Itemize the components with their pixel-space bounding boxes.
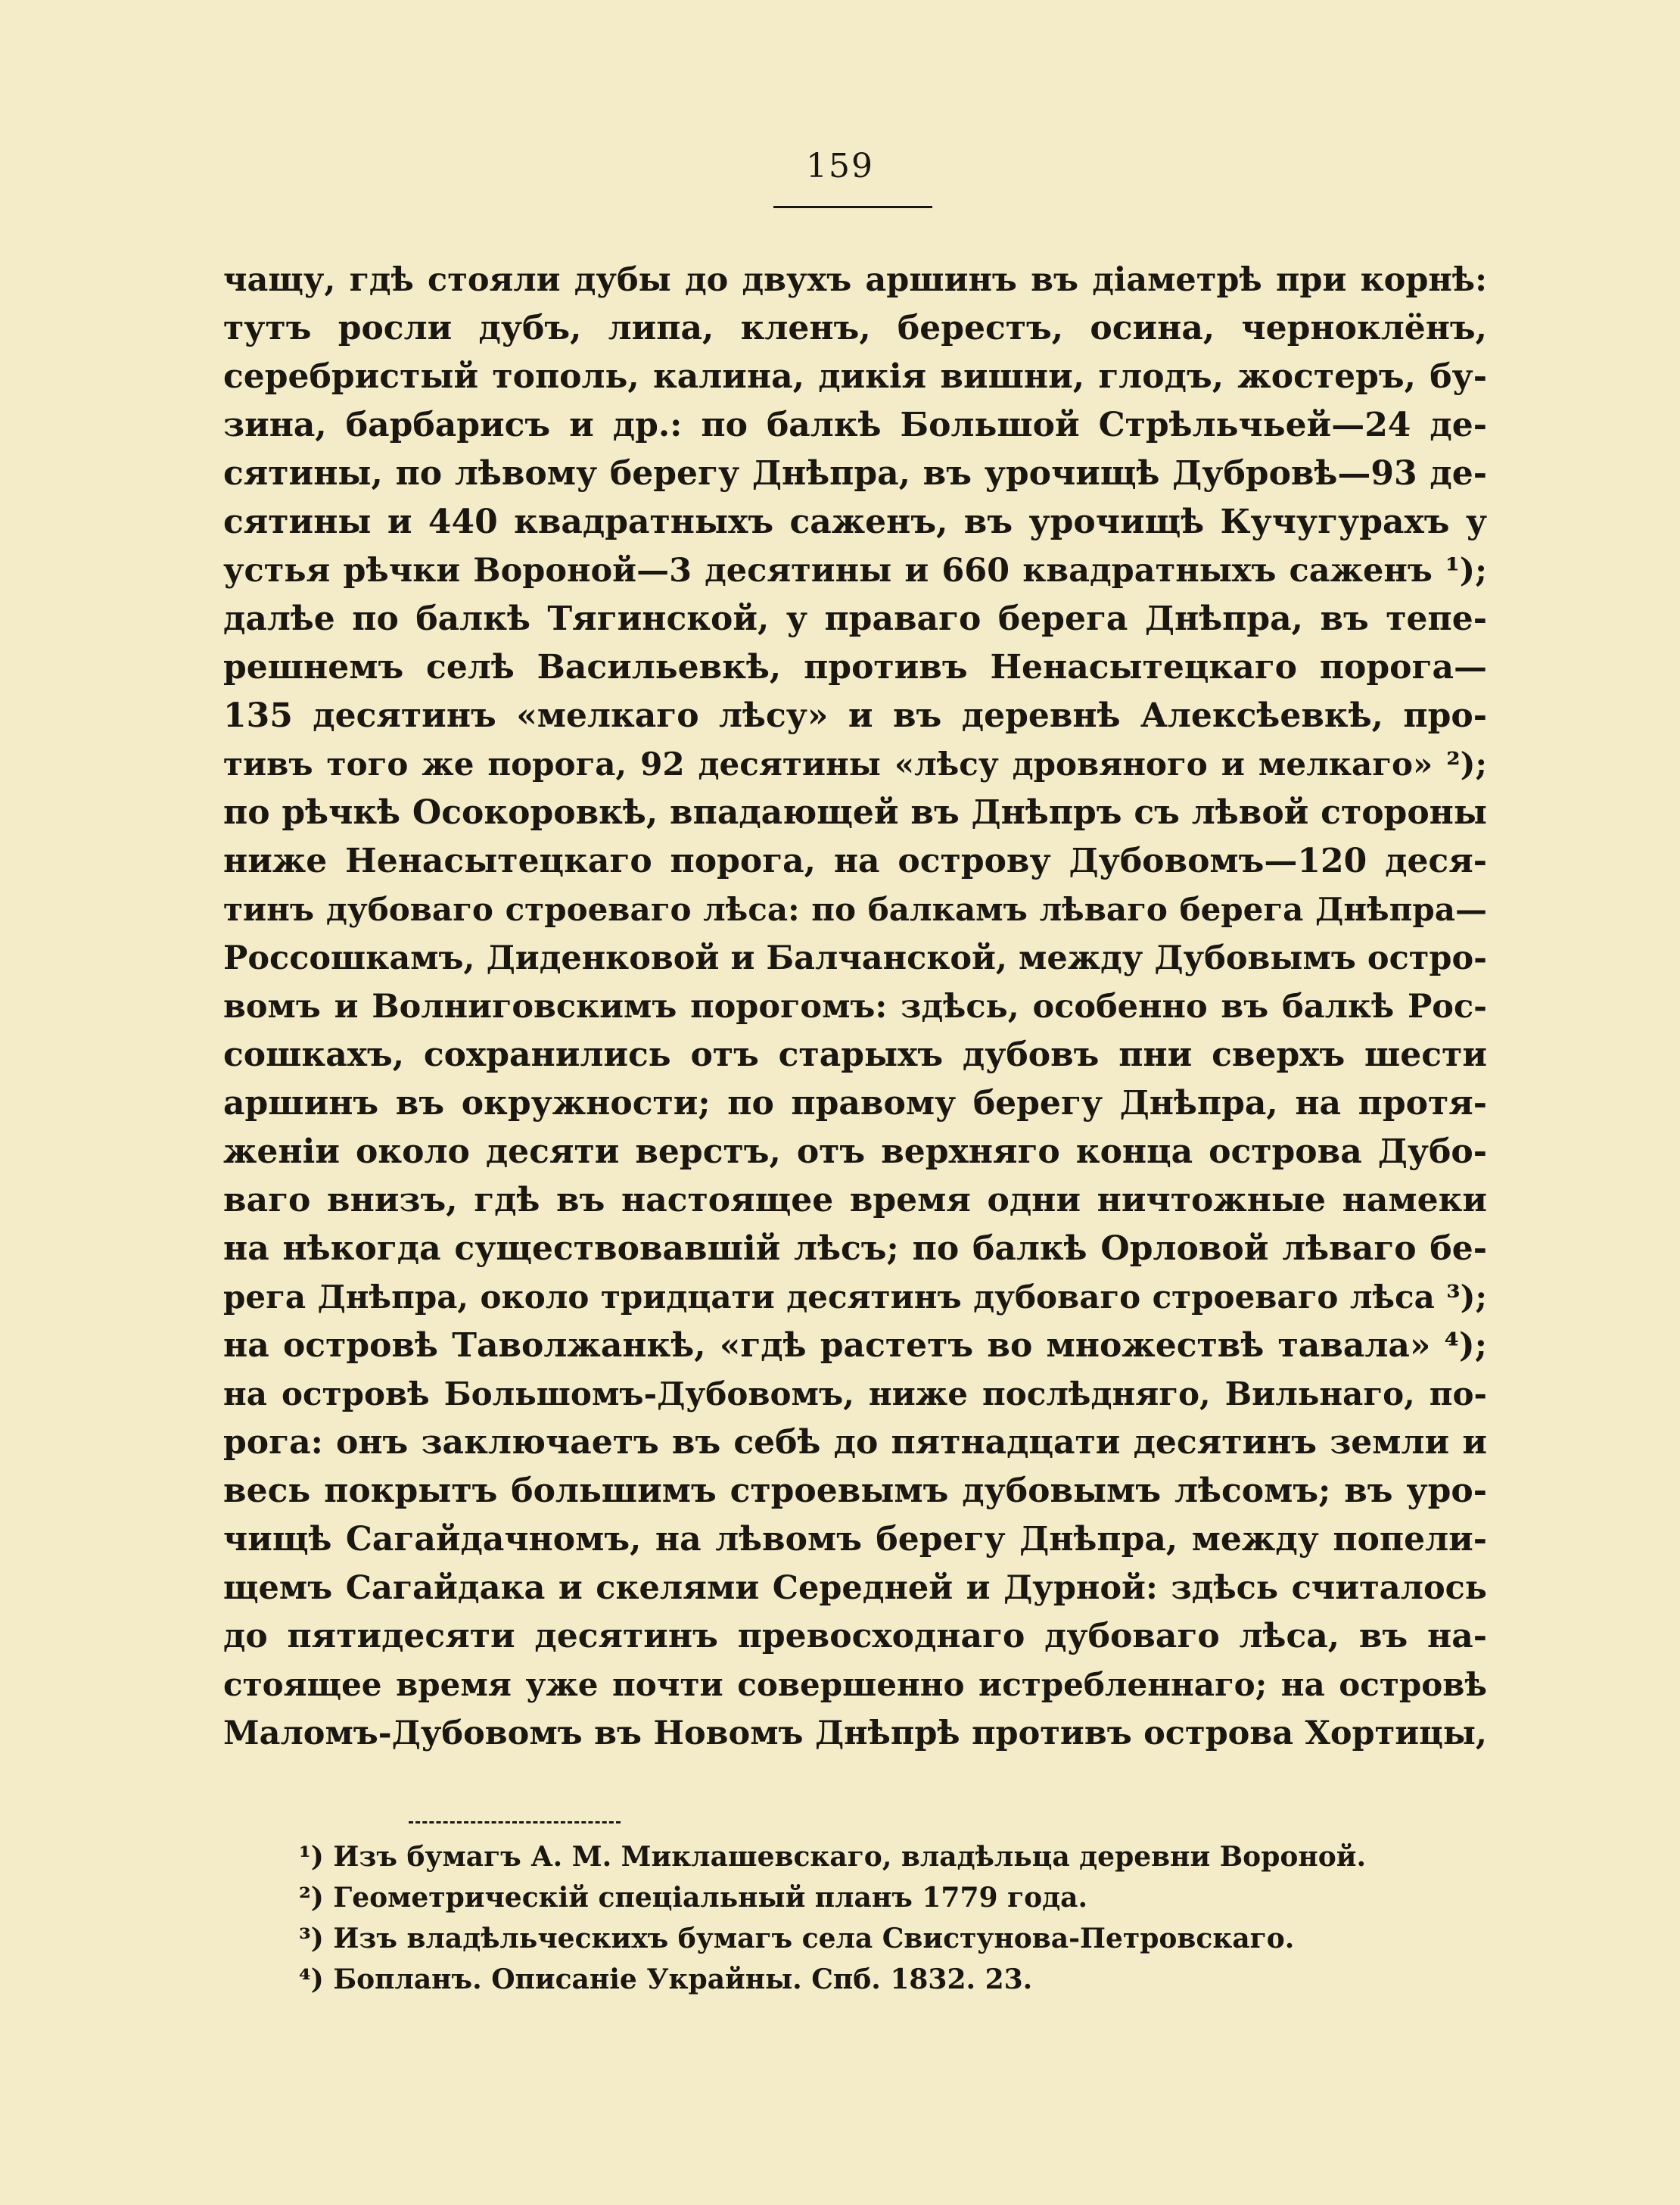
text-line: женіи около десяти верстъ, отъ верхняго конца острова Дубо-: [223, 1132, 1487, 1171]
page-number-underline: [773, 206, 932, 208]
text-line: стоящее время уже почти совершенно истребленнаго; на островѣ: [223, 1666, 1487, 1703]
footnote-separator: [409, 1821, 621, 1823]
text-line: чащу, гдѣ стояли дубы до двухъ аршинъ въ діаметрѣ при корнѣ:: [223, 261, 1487, 299]
text-line: Маломъ-Дубовомъ въ Новомъ Днѣпрѣ противъ острова Хортицы,: [223, 1714, 1487, 1752]
text-line: рога: онъ заключаетъ въ себѣ до пятнадцати десятинъ земли и: [223, 1423, 1487, 1462]
footnote: ²) Геометрическій спеціальный планъ 1779 года.: [299, 1882, 1088, 1914]
text-line: чищѣ Сагайдачномъ, на лѣвомъ берегу Днѣпра, между попели-: [223, 1520, 1487, 1559]
text-line: тутъ росли дубъ, липа, кленъ, берестъ, осина, черноклёнъ,: [223, 309, 1487, 347]
text-line: рега Днѣпра, около тридцати десятинъ дубоваго строеваго лѣса ³);: [223, 1278, 1487, 1316]
text-line: зина, барбарисъ и др.: по балкѣ Большой Стрѣльчьей—24 де-: [223, 406, 1487, 444]
text-line: аршинъ въ окружности; по правому берегу Днѣпра, на протя-: [223, 1084, 1487, 1123]
text-line: тинъ дубоваго строеваго лѣса: по балкамъ лѣваго берега Днѣпра—: [223, 891, 1487, 928]
body-text: [223, 256, 1487, 1758]
text-line: вомъ и Волниговскимъ порогомъ: здѣсь, особенно въ балкѣ Рос-: [223, 988, 1487, 1026]
footnote: ¹) Изъ бумагъ А. М. Миклашевскаго, владѣльца деревни Вороной.: [299, 1841, 1366, 1873]
text-line: 135 десятинъ «мелкаго лѣсу» и въ деревнѣ Алексѣевкѣ, про-: [223, 696, 1487, 735]
text-line: далѣе по балкѣ Тягинской, у праваго берега Днѣпра, въ тепе-: [223, 600, 1487, 638]
text-line: тивъ того же порога, 92 десятины «лѣсу дровяного и мелкаго» ²);: [223, 746, 1487, 783]
text-line: на островѣ Большомъ-Дубовомъ, ниже послѣдняго, Вильнаго, по-: [223, 1375, 1487, 1412]
text-line: сятины и 440 квадратныхъ саженъ, въ урочищѣ Кучугурахъ у: [223, 503, 1487, 541]
text-line: сошкахъ, сохранились отъ старыхъ дубовъ пни сверхъ шести: [223, 1036, 1487, 1074]
page-number: 159: [806, 147, 874, 185]
text-line: ниже Ненасытецкаго порога, на острову Дубовомъ—120 деся-: [223, 842, 1487, 880]
text-line: ваго внизъ, гдѣ въ настоящее время одни ничтожные намеки: [223, 1181, 1487, 1219]
text-line: щемъ Сагайдака и скелями Середней и Дурной: здѣсь считалось: [223, 1569, 1487, 1607]
text-line: Россошкамъ, Диденковой и Балчанской, между Дубовымъ остро-: [223, 939, 1487, 977]
text-line: сятины, по лѣвому берегу Днѣпра, въ урочищѣ Дубровѣ—93 де-: [223, 454, 1487, 493]
text-line: на островѣ Таволжанкѣ, «гдѣ растетъ во множествѣ тавала» ⁴);: [223, 1326, 1487, 1365]
text-line: по рѣчкѣ Осокоровкѣ, впадающей въ Днѣпръ съ лѣвой стороны: [223, 793, 1487, 832]
footnote: ³) Изъ владѣльческихъ бумагъ села Свистунова-Петровскаго.: [299, 1923, 1295, 1954]
text-line: устья рѣчки Вороной—3 десятины и 660 квадратныхъ саженъ ¹);: [223, 552, 1487, 590]
text-line: весь покрытъ большимъ строевымъ дубовымъ лѣсомъ; въ уро-: [223, 1472, 1487, 1510]
text-line: серебристый тополь, калина, дикія вишни, глодъ, жостеръ, бу-: [223, 357, 1487, 396]
footnote: ⁴) Бопланъ. Описаніе Украйны. Спб. 1832. 23.: [299, 1964, 1033, 1995]
footnotes: [299, 1836, 1434, 2000]
text-line: до пятидесяти десятинъ превосходнаго дубоваго лѣса, въ на-: [223, 1617, 1487, 1655]
text-line: на нѣкогда существовавшій лѣсъ; по балкѣ Орловой лѣваго бе-: [223, 1229, 1487, 1268]
text-line: решнемъ селѣ Васильевкѣ, противъ Ненасытецкаго порога—: [223, 648, 1487, 687]
